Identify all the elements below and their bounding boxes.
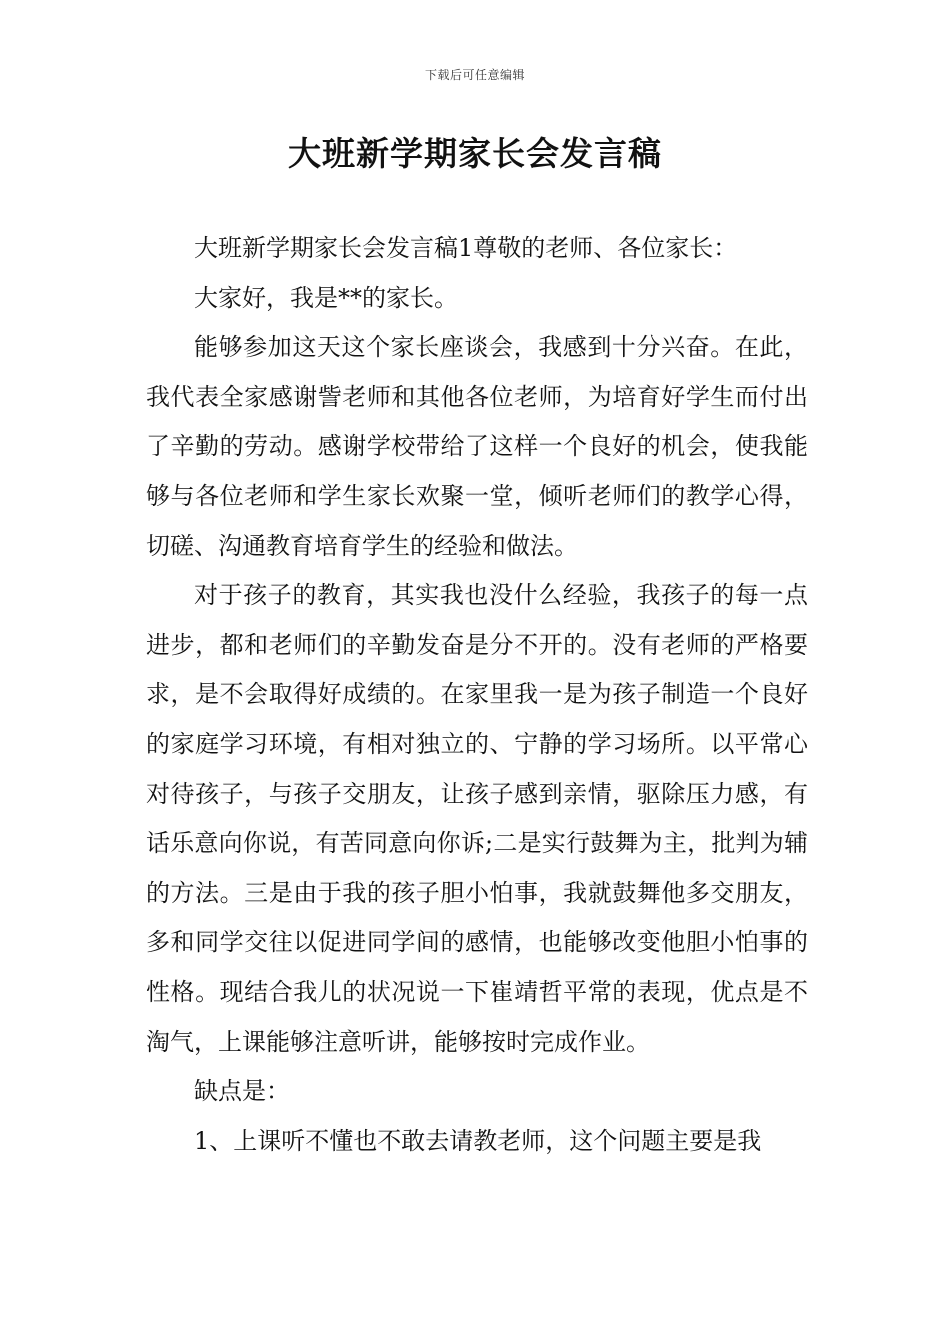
paragraph-shortcoming-1: 1、上课听不懂也不敢去请教老师，这个问题主要是我 [194,1126,762,1155]
paragraph-thanks: 能够参加这天这个家长座谈会，我感到十分兴奋。在此，我代表全家感谢訾老师和其他各位老师，为培育好学生而付出了辛勤的劳动。感谢学校带给了这样一个良好的机会，使我能够与各位老师和学生家长欢聚一堂，倾听老师们的教学心得，切磋、沟通教育培育学生的经验和做法。 [146,333,808,560]
paragraph-shortcomings-heading: 缺点是： [194,1077,290,1106]
document-body [146,224,808,1166]
paragraph-education: 对于孩子的教育，其实我也没什么经验，我孩子的每一点进步，都和老师们的辛勤发奋是分不开的。没有老师的严格要求，是不会取得好成绩的。在家里我一是为孩子制造一个良好的家庭学习环境，有相对独立的、宁静的学习场所。以平常心对待孩子，与孩子交朋友，让孩子感到亲情，驱除压力感，有话乐意向你说，有苦同意向你诉;二是实行鼓舞为主，批判为辅的方法。三是由于我的孩子胆小怕事，我就鼓舞他多交朋友，多和同学交往以促进同学间的感情，也能够改变他胆小怕事的性格。现结合我儿的状况说一下崔靖哲平常的表现，优点是不淘气，上课能够注意听讲，能够按时完成作业。 [146,581,808,1056]
paragraph-intro: 大家好，我是**的家长。 [194,283,458,312]
paragraph-greeting: 大班新学期家长会发言稿1尊敬的老师、各位家长： [194,234,738,262]
header-note: 下载后可任意编辑 [424,68,525,82]
document-title: 大班新学期家长会发言稿 [288,134,662,173]
